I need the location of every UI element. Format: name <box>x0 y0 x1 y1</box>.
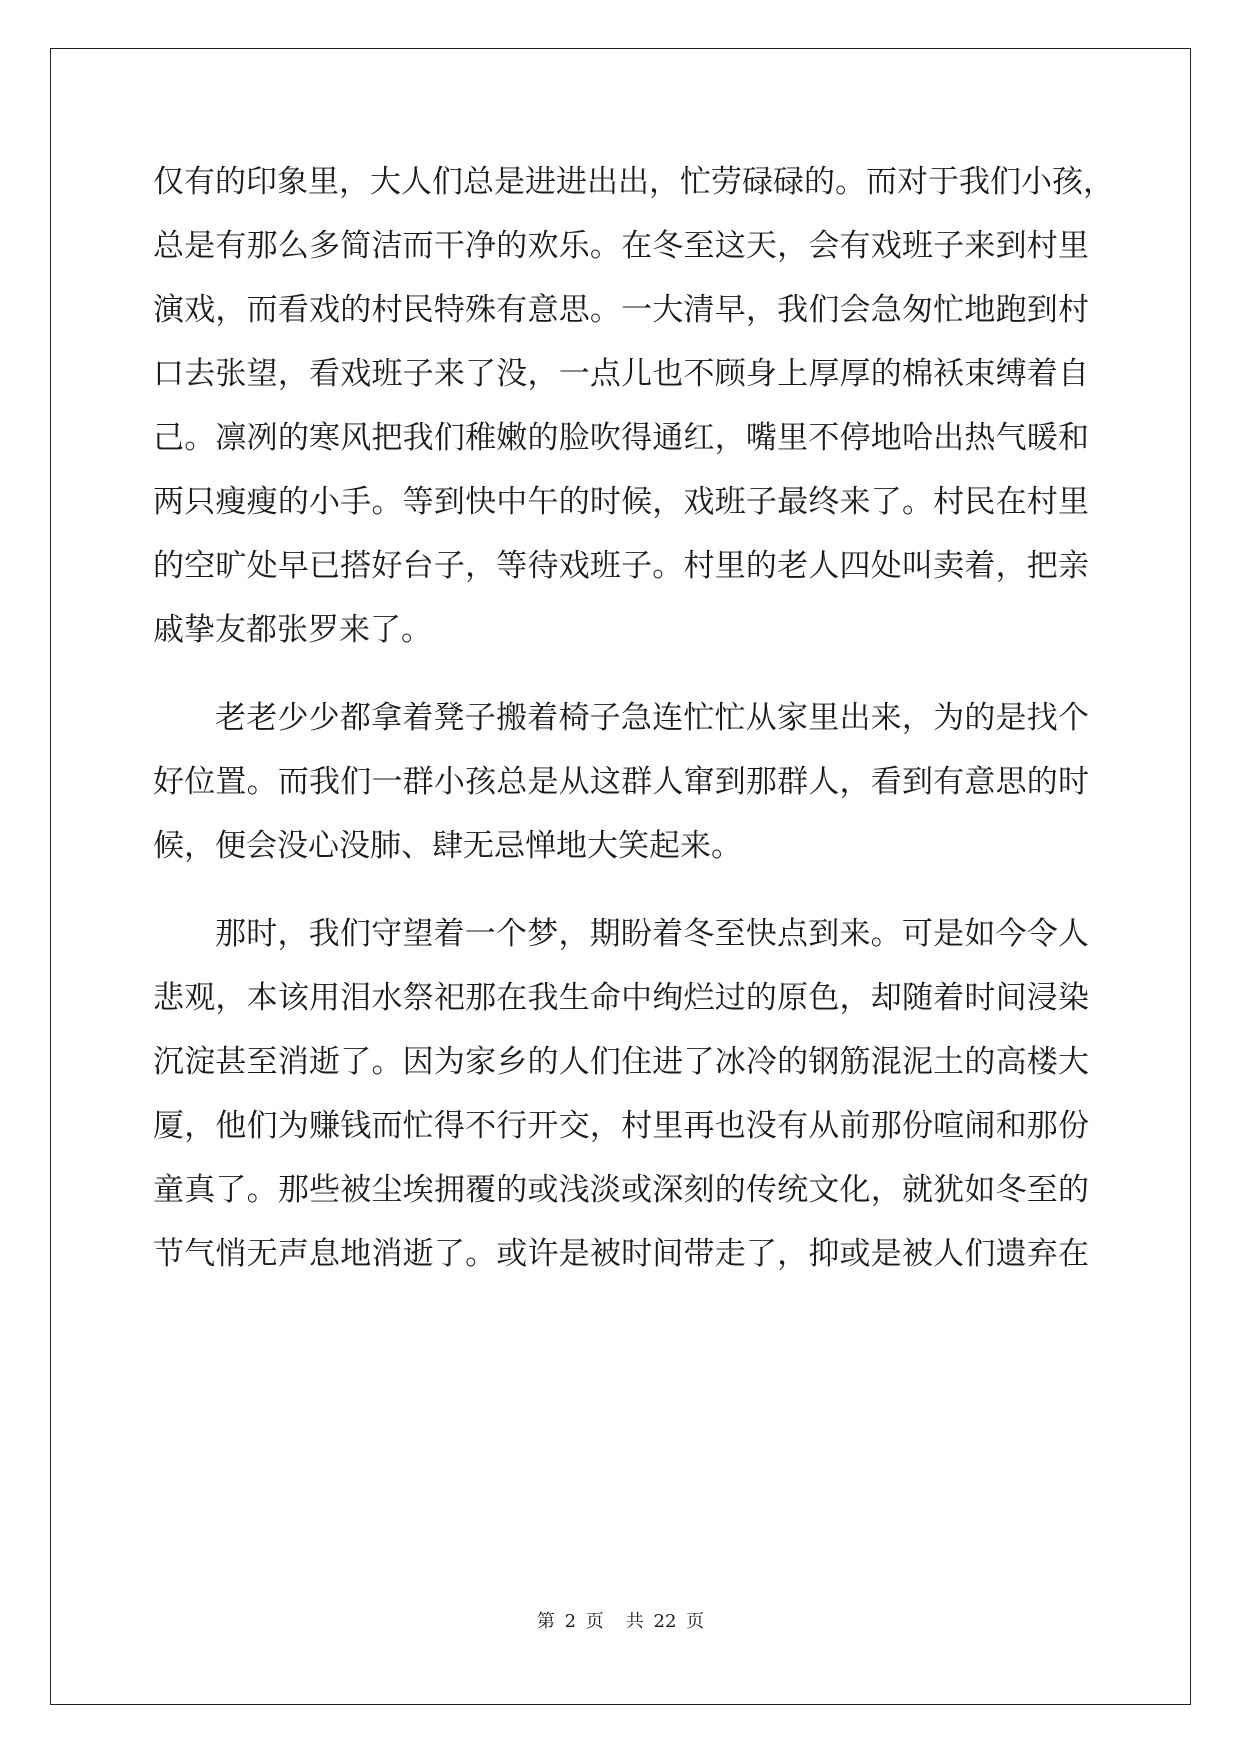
text-line: 候，便会没心没肺、肆无忌惮地大笑起来。 <box>153 828 742 864</box>
text-line: 沉淀甚至消逝了。因为家乡的人们住进了冰冷的钢筋混泥土的高楼大 <box>153 1044 1089 1080</box>
page-total: 共 22 页 <box>625 1611 705 1632</box>
text-line: 童真了。那些被尘埃拥覆的或浅淡或深刻的传统文化，就犹如冬至的 <box>153 1172 1089 1208</box>
page-footer <box>0 1607 1241 1633</box>
paragraph-gap <box>153 878 1089 902</box>
paragraph <box>153 150 1114 662</box>
text-line: 的空旷处早已搭好台子，等待戏班子。村里的老人四处叫卖着，把亲 <box>153 548 1089 584</box>
text-line: 那时，我们守望着一个梦，期盼着冬至快点到来。可是如今令人 <box>215 916 1089 952</box>
text-line: 两只瘦瘦的小手。等到快中午的时候，戏班子最终来了。村民在村里 <box>153 484 1089 520</box>
text-line: 己。凛冽的寒风把我们稚嫩的脸吹得通红，嘴里不停地哈出热气暖和 <box>153 420 1089 456</box>
page-number: 第 2 页 <box>536 1611 604 1632</box>
text-line: 节气悄无声息地消逝了。或许是被时间带走了，抑或是被人们遗弃在 <box>153 1236 1089 1272</box>
text-line: 厦，他们为赚钱而忙得不行开交，村里再也没有从前那份喧闹和那份 <box>153 1108 1089 1144</box>
text-line: 演戏，而看戏的村民特殊有意思。一大清早，我们会急匆忙地跑到村 <box>153 292 1089 328</box>
text-line: 总是有那么多简洁而干净的欢乐。在冬至这天，会有戏班子来到村里 <box>153 228 1089 264</box>
text-line: 好位置。而我们一群小孩总是从这群人窜到那群人，看到有意思的时 <box>153 764 1089 800</box>
paragraph <box>153 686 1089 878</box>
text-line: 悲观，本该用泪水祭祀那在我生命中绚烂过的原色，却随着时间浸染 <box>153 980 1089 1016</box>
document-body <box>153 150 1114 1286</box>
text-line: 仅有的印象里，大人们总是进进出出，忙劳碌碌的。而对于我们小孩， <box>153 164 1114 200</box>
paragraph-gap <box>153 662 1089 686</box>
paragraph <box>153 902 1089 1286</box>
text-line: 口去张望，看戏班子来了没，一点儿也不顾身上厚厚的棉袄束缚着自 <box>153 356 1089 392</box>
text-line: 老老少少都拿着凳子搬着椅子急连忙忙从家里出来，为的是找个 <box>215 700 1089 736</box>
text-line: 戚挚友都张罗来了。 <box>153 612 432 648</box>
